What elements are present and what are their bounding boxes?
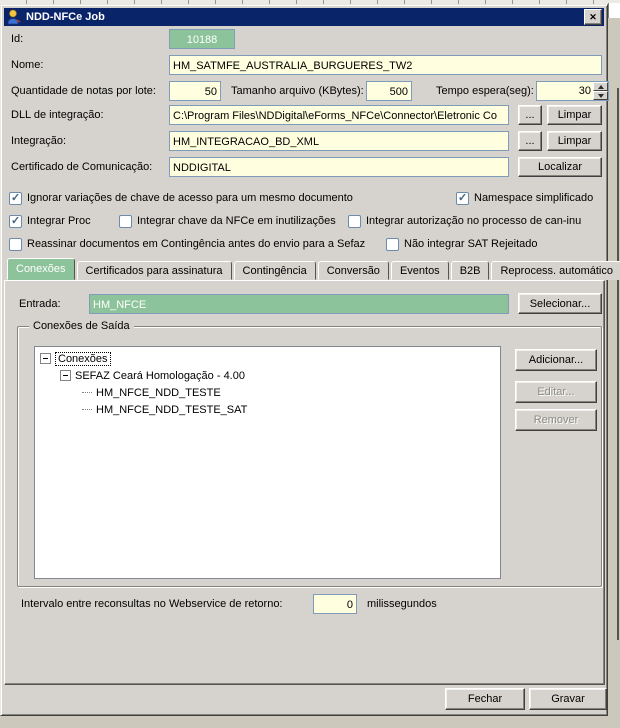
entrada-label: Entrada: [19, 298, 61, 310]
gravar-button[interactable]: Gravar [529, 688, 607, 710]
conexoes-saida-groupbox-title: Conexões de Saída [29, 320, 134, 332]
checkbox-integrar-chave-label: Integrar chave da NFCe em inutilizações [137, 215, 336, 227]
nome-field[interactable] [169, 55, 602, 75]
tree-node-connection[interactable]: HM_NFCE_NDD_TESTE [96, 386, 221, 399]
checkbox-integrar-chave[interactable] [119, 215, 132, 228]
tree-collapse-icon[interactable] [40, 353, 51, 364]
tab-reprocess-automatico[interactable]: Reprocess. automático [491, 261, 620, 280]
tree-node-connection[interactable]: HM_NFCE_NDD_TESTE_SAT [96, 403, 248, 416]
tab-conexoes[interactable]: Conexões [7, 258, 75, 280]
close-icon[interactable]: ✕ [584, 9, 602, 25]
tab-b2b[interactable]: B2B [451, 261, 490, 280]
id-field[interactable] [169, 29, 235, 49]
spin-up-button[interactable] [593, 82, 608, 91]
tab-contingencia[interactable]: Contingência [234, 261, 316, 280]
remover-button: Remover [515, 409, 597, 431]
checkbox-ignorar-variacoes-label: Ignorar variações de chave de acesso para um mesmo documento [27, 192, 353, 204]
background-window-fragment [608, 3, 620, 18]
dll-integracao-label: DLL de integração: [11, 109, 104, 121]
integracao-label: Integração: [11, 135, 67, 147]
qtd-notas-field[interactable] [169, 81, 221, 101]
tree-node-sefaz-ceara[interactable]: SEFAZ Ceará Homologação - 4.00 [75, 369, 245, 382]
dll-browse-button[interactable]: ... [518, 105, 542, 125]
tree-branch-line [82, 392, 92, 393]
nome-label: Nome: [11, 59, 44, 71]
ndd-nfce-job-dialog [0, 4, 613, 716]
tempo-espera-field[interactable] [537, 82, 593, 100]
id-label: Id: [11, 33, 24, 45]
dll-integracao-field[interactable] [169, 105, 509, 125]
conexoes-tree[interactable] [34, 346, 501, 579]
background-window-border [617, 88, 619, 640]
checkbox-reassinar[interactable] [9, 238, 22, 251]
checkbox-nao-integrar-sat[interactable] [386, 238, 399, 251]
adicionar-button[interactable]: Adicionar... [515, 349, 597, 371]
app-person-icon [6, 9, 22, 25]
tree-branch-line [82, 409, 92, 410]
tab-bar [7, 258, 620, 280]
checkbox-namespace-simplificado-label: Namespace simplificado [474, 192, 594, 204]
tree-collapse-icon[interactable] [60, 370, 71, 381]
intervalo-unit-label: milissegundos [367, 598, 437, 610]
checkbox-integrar-proc-label: Integrar Proc [27, 215, 91, 227]
tree-node-conexoes[interactable]: Conexões [55, 352, 111, 366]
checkbox-nao-integrar-sat-label: Não integrar SAT Rejeitado [404, 238, 538, 250]
intervalo-field[interactable] [313, 594, 357, 614]
integracao-field[interactable] [169, 131, 509, 151]
qtd-notas-label: Quantidade de notas por lote: [11, 85, 156, 97]
checkbox-namespace-simplificado[interactable] [456, 192, 469, 205]
intervalo-label: Intervalo entre reconsultas no Webservice de retorno: [21, 598, 283, 610]
integracao-limpar-button[interactable]: Limpar [547, 131, 602, 151]
entrada-field[interactable] [89, 294, 509, 314]
tab-conversao[interactable]: Conversão [318, 261, 389, 280]
integracao-browse-button[interactable]: ... [518, 131, 542, 151]
tamanho-arquivo-label: Tamanho arquivo (KBytes): [231, 85, 364, 97]
selecionar-button[interactable]: Selecionar... [518, 293, 602, 314]
tab-certificados-para-assinatura[interactable]: Certificados para assinatura [77, 261, 232, 280]
tamanho-arquivo-field[interactable] [366, 81, 412, 101]
checkbox-integrar-autorizacao[interactable] [348, 215, 361, 228]
spin-down-button[interactable] [593, 91, 608, 100]
editar-button: Editar... [515, 381, 597, 403]
checkbox-ignorar-variacoes[interactable] [9, 192, 22, 205]
title-bar[interactable] [4, 8, 604, 26]
checkbox-integrar-autorizacao-label: Integrar autorização no processo de can-inu [366, 215, 582, 227]
tempo-espera-label: Tempo espera(seg): [436, 85, 534, 97]
localizar-button[interactable]: Localizar [518, 157, 602, 177]
tab-eventos[interactable]: Eventos [391, 261, 449, 280]
checkbox-integrar-proc[interactable] [9, 215, 22, 228]
tempo-espera-stepper [536, 81, 609, 101]
dll-limpar-button[interactable]: Limpar [547, 105, 602, 125]
certificado-label: Certificado de Comunicação: [11, 161, 153, 173]
window-title: NDD-NFCe Job [26, 11, 105, 23]
checkbox-reassinar-label: Reassinar documentos em Contingência antes do envio para a Sefaz [27, 238, 366, 250]
fechar-button[interactable]: Fechar [445, 688, 525, 710]
certificado-field[interactable] [169, 157, 509, 177]
arrow-up-icon [598, 85, 604, 89]
arrow-down-icon [598, 94, 604, 98]
